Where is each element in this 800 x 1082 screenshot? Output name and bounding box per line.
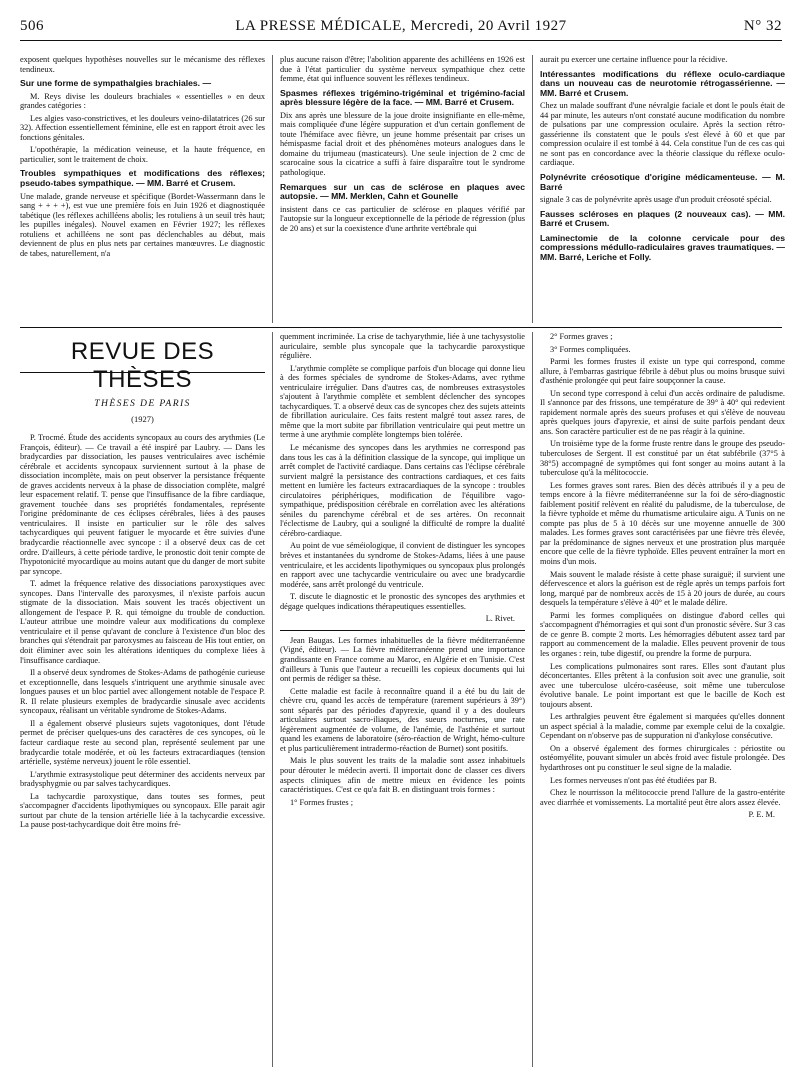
paragraph: Jean Baugas. Les formes inhabituelles de la fièvre méditerranéenne (Vigné, éditeur). — La fièvre méditerranéenne prend une importance grandissante en France comme au Maroc, en Algérie et en Tunisie. C'est d'ailleurs à Tunis que l'auteur a recueilli les copieux documents qui lui ont permis de rédiger sa thèse.	[280, 635, 525, 684]
column-rule	[272, 55, 273, 323]
paragraph: M. Reys divise les douleurs brachiales « essentielles » en deux grandes catégories :	[20, 91, 265, 111]
paragraph: Mais souvent le malade résiste à cette phase suraiguë; il survient une défervescence et alors la guérison est de règle après un temps parfois fort long, marqué par de nombreux accès de 15 à 20 jours de durée, au cours desquels la température s'élève à 40° et le malade délire.	[540, 569, 785, 608]
section-title: REVUE DES THÈSES	[70, 338, 215, 393]
paragraph: Le mécanisme des syncopes dans les arythmies ne correspond pas dans tous les cas à la définition classique de la syncope, qui implique un arrêt complet de l'activité cardiaque. Dans certains cas l'éclipse cérébrale survient malgré la persistance des contractions cardiaques, et ces faits mettent en lumière les facteurs extracardiaques de la syncope : troubles circulatoires périphériques, modification de l'équilibre vago-sympathique, prédisposition cérébrale en corrélation avec les altérations séniles du parenchyme cérébral et de ses artères. On reconnait l'éclectisme de Laubry, qui a souligné la difficulté de rompre la dualité cérébro-cardiaque.	[280, 443, 525, 538]
thesis-column-3	[540, 332, 785, 823]
article-heading: Sur une forme de sympathalgies brachiales. —	[20, 78, 212, 89]
title-underline	[20, 372, 265, 373]
paragraph: Un troisième type de la forme fruste rentre dans le groupe des pseudo-tuberculoses de Sergent. Il est constitué par un état subfébrile (37°5 à 38°5) accompagné de symptômes qui font songer au moins autant à la tuberculose qu'à la mélitococcie.	[540, 439, 785, 478]
section-subtitle: THÈSES DE PARIS	[94, 398, 191, 409]
thesis-column-1	[20, 433, 265, 833]
paragraph: T. admet la fréquence relative des dissociations paroxystiques avec syncopes. Dans l'intervalle des paroxysmes, il n'existe parfois aucun stigmate de la dissociation. Mais souvent les tracés objectivent un allongement de l'espace P. R. qui témoigne du trouble de conduction. L'auteur attribue une moindre valeur aux modifications du complexe ventriculaire et il pense qu'avant de conclure à l'existence d'un bloc des branches qui s'étendrait par paroxysmes au faisceau de His tout entier, on doit éliminer avec soin les altérations identiques du complexe liées à l'insuffisance cardiaque.	[20, 579, 265, 665]
paragraph: exposent quelques hypothèses nouvelles sur le mécanisme des réflexes tendineux.	[20, 55, 265, 74]
paragraph: 1° Formes frustes ;	[290, 797, 354, 807]
journal-title: LA PRESSE MÉDICALE, Mercredi, 20 Avril 1927	[235, 18, 567, 34]
paragraph: L'arythmie complète se complique parfois d'un blocage qui donne lieu à des formes spéciales de syndrome de Stokes-Adams, avec rythme ventriculaire irrégulier. Dans d'autres cas, de nombreuses extrasystoles s'ajoutent à l'arythmie complète et semblent déclencher des syncopes tachycardiques. T. a observé deux cas de syncopes chez des sujets atteints de fibrillation auriculaire. Ces faits restent malgré tout assez rares, de même que la mort subite par fibrillation ventriculaire qui peut mettre un terme à une arythmie complète longtemps bien tolérée.	[280, 363, 525, 440]
column-rule	[272, 332, 273, 1067]
paragraph: Les formes graves sont rares. Bien des décès attribués il y a peu de temps encore à la fièvre méditerranéenne sur la foi de séro-diagnostic faiblement positif relèvent en réalité du paludisme, de la tuberculose, de la fièvre typhoïde et même du rhumatisme articulaire aigu. A Tunis on ne compte pas plus de 5 à 10 décès sur une moyenne annuelle de 300 malades. Les formes graves sont caractérisées par une fièvre très élevée, par la prédominance de signes nerveux et une prostration plus marquée encore que celle de la fièvre typhoïde. Elles peuvent entraîner la mort en moins d'un mois.	[540, 480, 785, 567]
paragraph: signale 3 cas de polynévrite après usage d'un produit créosoté spécial.	[540, 195, 772, 205]
paragraph: Les algies vaso-constrictives, et les douleurs veino-dilatatrices (26 sur 32). Affection essentiellement féminine, elle est en rapport étroit avec les fonctions génitales.	[20, 113, 265, 142]
paragraph: L'opothérapie, la médication veineuse, et la haute fréquence, en particulier, sont le traitement de choix.	[20, 145, 265, 164]
paragraph: Au point de vue séméiologique, il convient de distinguer les syncopes brèves et instantanées du syndrome de Stokes-Adams, liées à une pause ventriculaire, et les accidents lipothymiques ou syncopaux plus prolongés en rapport avec une tachycardie ventriculaire ou avec une bradycardie modérée, sans arrêt prolongé du ventricule.	[280, 541, 525, 589]
top-column-1	[20, 55, 265, 261]
paragraph: Mais le plus souvent les traits de la maladie sont assez inhabituels pour dérouter le médecin averti. Il importait donc de classer ces divers aspects cliniques afin de mettre mieux en évidence les points caractéristiques. C'est ce qu'a fait B. en distinguant trois formes :	[280, 756, 525, 795]
column-rule	[532, 332, 533, 1067]
thesis-column-2	[280, 332, 525, 810]
paragraph: T. discute le diagnostic et le pronostic des syncopes des arythmies et dégage quelques indications thérapeutiques essentielles.	[280, 592, 525, 611]
paragraph: Chez le nourrisson la mélitococcie prend l'allure de la gastro-entérite avec diarrhée et vomissements. La mortalité peut être alors assez élevée.	[540, 788, 785, 807]
paragraph: Il a également observé plusieurs sujets vagotoniques, dont l'étude permet de préciser quelques-uns des caractères de ces syncopes, où le facteur cardiaque reste au second plan, représenté seulement par une bradycardie totale modérée, et où les facteurs extracardiaques (tension artérielle, système nerveux) jouent le rôle essentiel.	[20, 718, 265, 767]
article-heading: Spasmes réflexes trigémino-trigéminal et trigémino-facial après blessure légère de la face. — MM. Barré et Crusem.	[280, 87, 525, 108]
paragraph: 2° Formes graves ;	[550, 332, 613, 341]
paragraph: aurait pu exercer une certaine influence pour la récidive.	[540, 55, 728, 64]
paragraph: Les formes nerveuses n'ont pas été étudiées par B.	[550, 775, 717, 785]
author-signature: P. E. M.	[748, 810, 775, 820]
paragraph: Un second type correspond à celui d'un accès ordinaire de paludisme. Il s'annonce par des frissons, une température de 39° à 40° qui redevient rapidement normale après des sueurs profuses et qui s'élève de nouveau après quelques jours d'apyrexie, et ainsi de suite parfois pendant deux ans. Son caractère particulier est de ne pas réagir à la quinine.	[540, 388, 785, 436]
paragraph: P. Trocmé. Étude des accidents syncopaux au cours des arythmies (Le François, éditeur). — Ce travail a été inspiré par Laubry. — Dans les bradycardies par dissociation, les pauses ventriculaires avec ischémie cérébrale et accidents syncopaux surviennent surtout à la phase de dissociation incomplète, mais on peut observer la persistance fréquente de graves accidents nerveux à la phase de dissociation complète, malgré leur espacement relatif. T. pense que l'insuffisance de la fibre cardiaque, gravement touchée dans ses propriétés fondamentales, représente l'origine prédominante de ces éclipses cérébrales, liées à des pauses ventriculaires. Il insiste en particulier sur le rôle des salves tachycardiques qui peuvent fatiguer le myocarde et être suivies d'une bradycardie réactionnelle avec syncope : il a observé deux cas de cet ordre. D'ailleurs, à cette période tardive, le pronostic doit tenir compte de l'hypotonicité myocardique au moins autant que du danger de mort subite par syncope.	[20, 433, 265, 576]
article-heading: Fausses scléroses en plaques (2 nouveaux cas). — MM. Barré et Crusem.	[540, 208, 785, 229]
section-divider	[20, 327, 782, 328]
article-heading: Polynévrite créosotique d'origine médicamenteuse. — M. Barré	[540, 172, 785, 192]
paragraph: quemment incriminée. La crise de tachyarythmie, liée à une tachysystolie auriculaire, semble plus syncopale que la tachycardie paroxystique régulière.	[280, 332, 525, 361]
article-separator	[280, 630, 525, 631]
paragraph: insistent dans ce cas particulier de sclérose en plaques vérifié par l'autopsie sur la longueur exceptionnelle de la période de régression (plus de 20 ans) et sur la coexistence d'une arthrite vertébrale qui	[280, 204, 525, 233]
section-year: (1927)	[131, 414, 154, 424]
paragraph: Chez un malade souffrant d'une névralgie faciale et dont le pouls était de 44 par minute, les auteurs n'ont constaté aucune modification du nombre de pulsations par une compression oculaire. Après la section rétro-gassérienne ils constatent que le pouls s'est élevé à 60 et que par compression oculaire il est tombé à 44. Cela constitue l'un de ces cas qui ne sont pas en concordance avec la théorie classique du réflexe oculo-cardiaque.	[540, 101, 785, 168]
article-heading: Troubles sympathiques et modifications des réflexes; pseudo-tabes sympathique. — MM. Barré et Crusem.	[20, 168, 265, 189]
paragraph: Il a observé deux syndromes de Stokes-Adams de pathogénie curieuse et exceptionnelle, dans lesquels s'intriquent une arythmie sinusale avec longues pauses et un bloc partiel avec allongement notable de l'espace P. R. Il relate plusieurs exemples de bradycardie sinusale avec accidents syncopaux, réalisant un véritable syndrome de Stokes-Adams.	[20, 668, 265, 716]
paragraph: On a observé également des formes chirurgicales : périostite ou ostéomyélite, pouvant simuler un abcès froid avec fistule prolongée. Des hydarthroses ont pu constituer le seul signe de la maladie.	[540, 743, 785, 772]
paragraph: plus aucune raison d'être; l'abolition apparente des achilléens en 1926 est due à l'état particulier du système nerveux sympathique chez cette femme, état qui influence souvent les réflexes tendineux.	[280, 55, 525, 84]
paragraph: Parmi les formes compliquées on distingue d'abord celles qui s'accompagnent d'hémorragies et qui sont d'un pronostic sévère. Sur 3 cas de ce genre B. compte 2 morts. Les hémorragies débutent assez tard par rapport au commencement de la maladie. Elles peuvent provenir de tous les organes : rein, tube digestif, ou prendre la forme de purpura.	[540, 610, 785, 658]
paragraph: L'arythmie extrasystolique peut déterminer des accidents nerveux par bradysphygmie ou par salves tachycardiques.	[20, 769, 265, 789]
paragraph: Parmi les formes frustes il existe un type qui correspond, comme allure, à l'embarras gastrique fébrile à début plus ou moins brusque suivi d'asthénie prolongée qui peut faire soupçonner la cause.	[540, 357, 785, 386]
top-column-2	[280, 55, 525, 236]
paragraph: Dix ans après une blessure de la joue droite insignifiante en elle-même, mais compliquée d'une légère suppuration et d'un certain gonflement de toute l'hémiface avec fièvre, un jeune homme présentait par crises un hémispasme facial droit et des phénomènes moteurs analogues dans le domaine du trijumeau (masticateurs). Une seule injection de 2 cmc de scarocaïne sous la cicatrice a suffi à faire disparaître tout le syndrome pathologique.	[280, 110, 525, 178]
page-number: 506	[20, 18, 44, 34]
issue-number: N° 32	[743, 18, 782, 34]
paragraph: 3° Formes compliquées.	[550, 344, 631, 354]
column-rule	[532, 55, 533, 323]
paragraph: Une malade, grande nerveuse et spécifique (Bordet-Wassermann dans le sang + + + +), est vue une première fois en Juin 1926 et diagnostiquée tabétique (les réflexes achilléens abolis; les rotuliens à un seuil très haut; les pupilles inégales). Nouvel examen en Février 1927; les réflexes rotuliens et achilléens ne sont pas déclenchables au début, mais deviennent de plus en plus nets par certaines manœuvres. Le diagnostic de tabes, naturellement, n'a	[20, 191, 265, 258]
paragraph: Les complications pulmonaires sont rares. Elles sont d'autant plus déconcertantes. Elles prêtent à la confusion soit avec une granulie, soit avec une tuberculose ulcéro-caséeuse, soit même une tuberculose évolutive banale. Le point important est que le bacille de Koch est toujours absent.	[540, 661, 785, 709]
article-heading: Intéressantes modifications du réflexe oculo-cardiaque dans un nouveau cas de neurotomie rétrogassérienne. — MM. Barré et Crusem.	[540, 68, 785, 98]
top-column-3	[540, 55, 785, 265]
paragraph: Les arthralgies peuvent être également si marquées qu'elles donnent un aspect spécial à la maladie, comme par exemple celui de la coxalgie. Cependant on n'observe pas de suppuration ni d'ankylose consécutive.	[540, 712, 785, 741]
author-signature: L. Rivet.	[485, 614, 515, 624]
article-heading: Laminectomie de la colonne cervicale pour des compressions médullo-radiculaires graves traumatiques. — MM. Barré, Leriche et Folly.	[540, 232, 785, 262]
article-heading: Remarques sur un cas de sclérose en plaques avec autopsie. — MM. Merklen, Cahn et Gounelle	[280, 181, 525, 202]
paragraph: La tachycardie paroxystique, dans toutes ses formes, peut s'accompagner d'accidents lipothymiques ou syncopaux. Elle parait agir surtout par chute de la tension artérielle liée à la tachycardie excessive. La pause post-tachycardique doit être moins fré-	[20, 791, 265, 830]
paragraph: Cette maladie est facile à reconnaître quand il a été bu du lait de chèvre cru, quand les accès de température (rarement supérieurs à 39°) sont séparés par des périodes d'apyrexie, quand il y a des douleurs articulaires surtout sacro-iliaques, des sueurs nocturnes, une rate légèrement augmentée de volume, de l'anémie, de l'asthénie et surtout quand les examens de laboratoire (séro-réaction de Wright, hémo-culture et plus particulièrement intradermo-réaction de Burnet) sont positifs.	[280, 686, 525, 753]
page-header	[20, 18, 782, 41]
